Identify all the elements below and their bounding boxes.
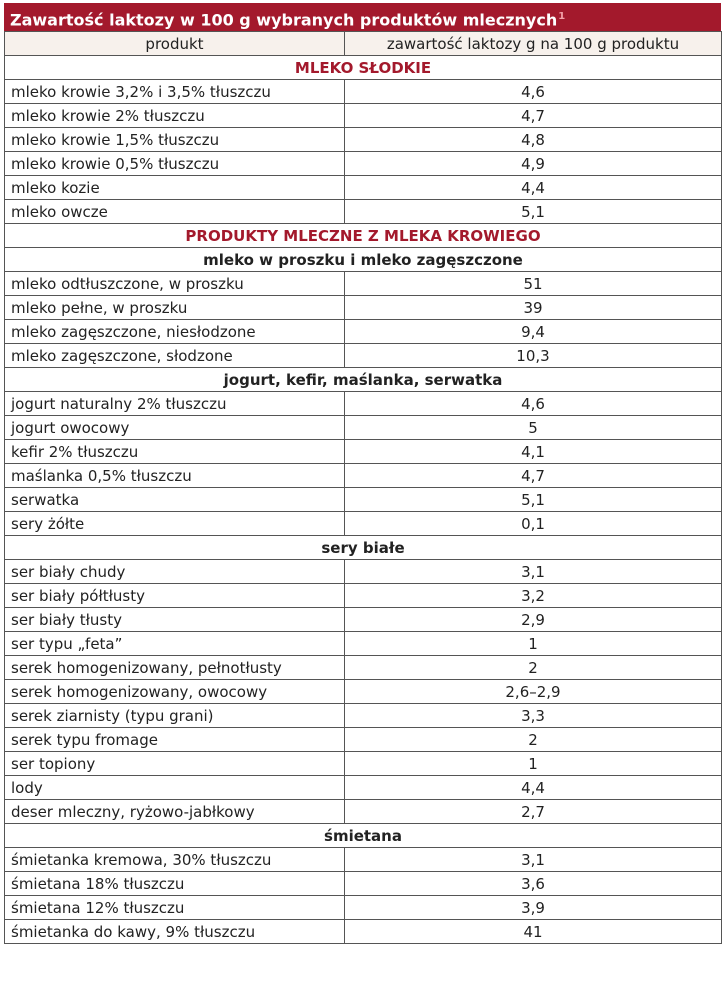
lactose-value-cell: 5,1	[345, 200, 722, 224]
section-header-row	[5, 224, 722, 248]
lactose-value-cell: 2,6–2,9	[345, 680, 722, 704]
subsection-label: sery białe	[5, 536, 722, 560]
table-row	[5, 320, 722, 344]
lactose-value-cell: 5,1	[345, 488, 722, 512]
product-cell: mleko kozie	[5, 176, 345, 200]
lactose-value-cell: 4,6	[345, 80, 722, 104]
lactose-value-cell: 2	[345, 728, 722, 752]
product-cell: ser biały chudy	[5, 560, 345, 584]
lactose-value-cell: 2,9	[345, 608, 722, 632]
lactose-value-cell: 3,1	[345, 848, 722, 872]
table-row	[5, 704, 722, 728]
table-row	[5, 656, 722, 680]
lactose-value-cell: 4,4	[345, 776, 722, 800]
lactose-value-cell: 4,8	[345, 128, 722, 152]
product-cell: śmietana 12% tłuszczu	[5, 896, 345, 920]
table-row	[5, 800, 722, 824]
product-cell: serek ziarnisty (typu grani)	[5, 704, 345, 728]
table-header-row	[5, 32, 722, 56]
lactose-value-cell: 4,7	[345, 464, 722, 488]
table-body	[5, 56, 722, 944]
table-row	[5, 272, 722, 296]
product-cell: mleko krowie 3,2% i 3,5% tłuszczu	[5, 80, 345, 104]
column-header-lactose: zawartość laktozy g na 100 g produktu	[345, 32, 722, 56]
subsection-header-row	[5, 824, 722, 848]
product-cell: serek homogenizowany, owocowy	[5, 680, 345, 704]
subsection-label: mleko w proszku i mleko zagęszczone	[5, 248, 722, 272]
subsection-header-row	[5, 536, 722, 560]
table-row	[5, 584, 722, 608]
lactose-value-cell: 4,1	[345, 440, 722, 464]
product-cell: śmietanka kremowa, 30% tłuszczu	[5, 848, 345, 872]
column-header-product: produkt	[5, 32, 345, 56]
product-cell: mleko pełne, w proszku	[5, 296, 345, 320]
product-cell: maślanka 0,5% tłuszczu	[5, 464, 345, 488]
table-row	[5, 416, 722, 440]
table-title-text: Zawartość laktozy w 100 g wybranych produktów mlecznych	[10, 10, 558, 30]
table-row	[5, 152, 722, 176]
section-header-row	[5, 56, 722, 80]
lactose-value-cell: 3,2	[345, 584, 722, 608]
table-row	[5, 296, 722, 320]
product-cell: ser topiony	[5, 752, 345, 776]
table-row	[5, 632, 722, 656]
table-row	[5, 872, 722, 896]
product-cell: serek typu fromage	[5, 728, 345, 752]
product-cell: serek homogenizowany, pełnotłusty	[5, 656, 345, 680]
section-label: PRODUKTY MLECZNE Z MLEKA KROWIEGO	[5, 224, 722, 248]
product-cell: deser mleczny, ryżowo-jabłkowy	[5, 800, 345, 824]
product-cell: mleko krowie 1,5% tłuszczu	[5, 128, 345, 152]
subsection-header-row	[5, 248, 722, 272]
table-row	[5, 392, 722, 416]
table-title	[4, 3, 721, 31]
section-label: MLEKO SŁODKIE	[5, 56, 722, 80]
table-row	[5, 440, 722, 464]
product-cell: mleko zagęszczone, słodzone	[5, 344, 345, 368]
table-row	[5, 776, 722, 800]
lactose-value-cell: 1	[345, 632, 722, 656]
table-row	[5, 512, 722, 536]
table-row	[5, 200, 722, 224]
table-row	[5, 848, 722, 872]
table-row	[5, 728, 722, 752]
table-row	[5, 104, 722, 128]
product-cell: serwatka	[5, 488, 345, 512]
product-cell: mleko krowie 0,5% tłuszczu	[5, 152, 345, 176]
lactose-value-cell: 3,1	[345, 560, 722, 584]
table-row	[5, 80, 722, 104]
table-row	[5, 128, 722, 152]
lactose-value-cell: 51	[345, 272, 722, 296]
product-cell: jogurt owocowy	[5, 416, 345, 440]
lactose-value-cell: 39	[345, 296, 722, 320]
lactose-value-cell: 41	[345, 920, 722, 944]
lactose-value-cell: 2	[345, 656, 722, 680]
table-row	[5, 464, 722, 488]
table-row	[5, 176, 722, 200]
lactose-table	[4, 31, 722, 944]
product-cell: sery żółte	[5, 512, 345, 536]
lactose-value-cell: 0,1	[345, 512, 722, 536]
table-row	[5, 488, 722, 512]
lactose-value-cell: 3,6	[345, 872, 722, 896]
table-row	[5, 680, 722, 704]
subsection-label: śmietana	[5, 824, 722, 848]
product-cell: mleko zagęszczone, niesłodzone	[5, 320, 345, 344]
lactose-value-cell: 1	[345, 752, 722, 776]
product-cell: ser biały tłusty	[5, 608, 345, 632]
lactose-value-cell: 10,3	[345, 344, 722, 368]
product-cell: mleko owcze	[5, 200, 345, 224]
lactose-value-cell: 2,7	[345, 800, 722, 824]
lactose-value-cell: 4,4	[345, 176, 722, 200]
lactose-value-cell: 4,6	[345, 392, 722, 416]
lactose-value-cell: 9,4	[345, 320, 722, 344]
product-cell: śmietanka do kawy, 9% tłuszczu	[5, 920, 345, 944]
table-row	[5, 344, 722, 368]
product-cell: mleko odtłuszczone, w proszku	[5, 272, 345, 296]
product-cell: mleko krowie 2% tłuszczu	[5, 104, 345, 128]
lactose-value-cell: 3,9	[345, 896, 722, 920]
subsection-label: jogurt, kefir, maślanka, serwatka	[5, 368, 722, 392]
lactose-value-cell: 5	[345, 416, 722, 440]
product-cell: śmietana 18% tłuszczu	[5, 872, 345, 896]
table-row	[5, 560, 722, 584]
subsection-header-row	[5, 368, 722, 392]
lactose-value-cell: 4,7	[345, 104, 722, 128]
table-row	[5, 752, 722, 776]
table-row	[5, 896, 722, 920]
product-cell: ser biały półtłusty	[5, 584, 345, 608]
table-row	[5, 608, 722, 632]
footnote-marker: 1	[558, 11, 566, 22]
product-cell: kefir 2% tłuszczu	[5, 440, 345, 464]
product-cell: ser typu „feta”	[5, 632, 345, 656]
product-cell: lody	[5, 776, 345, 800]
lactose-value-cell: 3,3	[345, 704, 722, 728]
table-row	[5, 920, 722, 944]
product-cell: jogurt naturalny 2% tłuszczu	[5, 392, 345, 416]
lactose-value-cell: 4,9	[345, 152, 722, 176]
